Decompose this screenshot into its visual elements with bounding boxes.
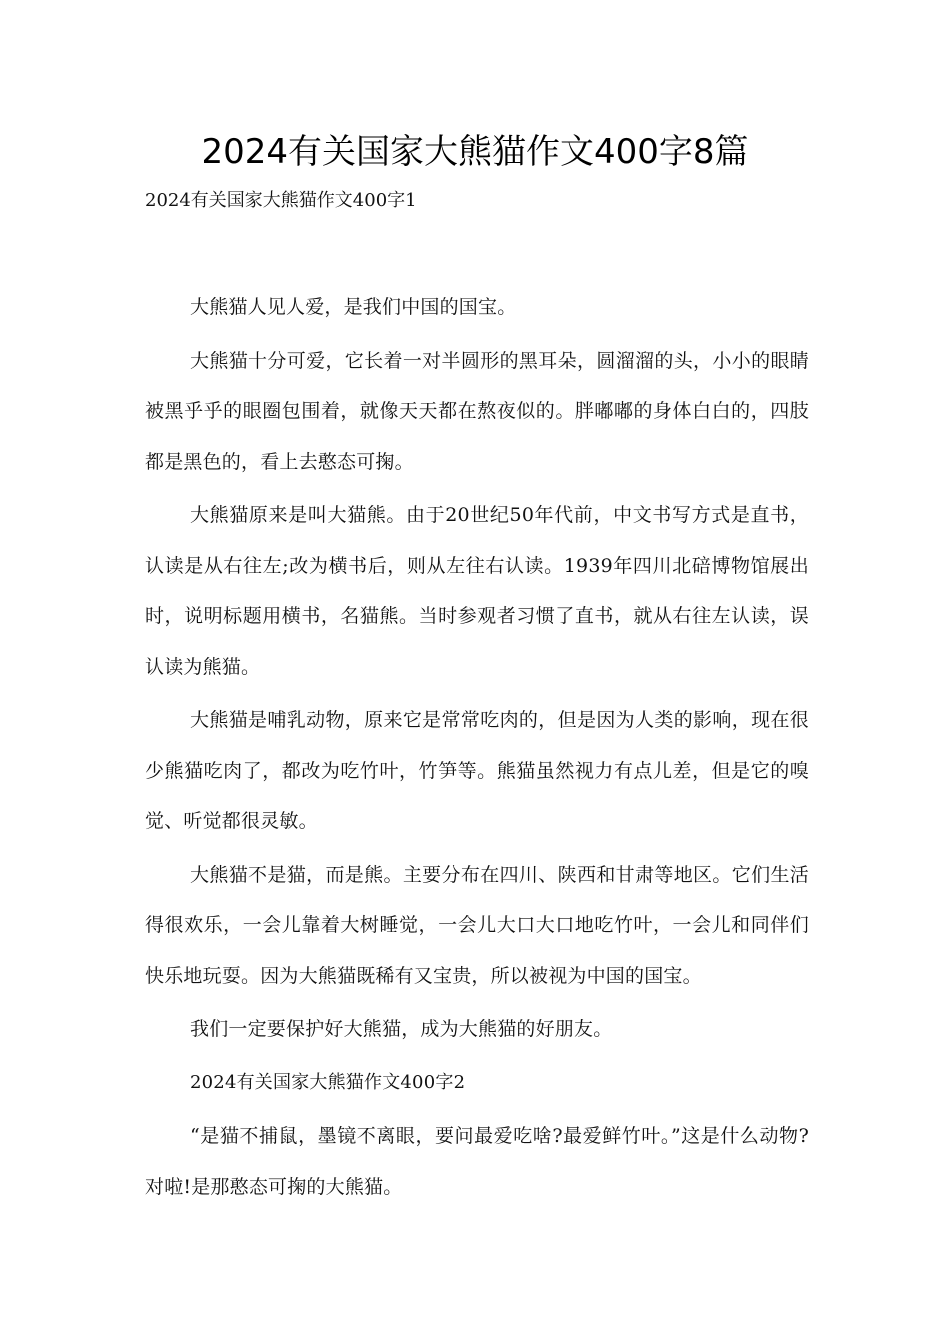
document-body [145,282,809,1215]
paragraph-1: 大熊猫人见人爱，是我们中国的国宝。 [190,296,517,318]
paragraph-2: 大熊猫十分可爱，它长着一对半圆形的黑耳朵，圆溜溜的头，小小的眼睛被黑乎乎的眼圈包围着，就像天天都在熬夜似的。胖嘟嘟的身体白白的，四肢都是黑色的，看上去憨态可掬。 [145,349,809,473]
essay-2-heading: 2024有关国家大熊猫作文400字2 [190,1071,466,1093]
paragraph-5: 大熊猫不是猫，而是熊。主要分布在四川、陕西和甘肃等地区。它们生活得很欢乐，一会儿靠着大树睡觉，一会儿大口大口地吃竹叶，一会儿和同伴们快乐地玩耍。因为大熊猫既稀有又宝贵，所以被视为中国的国宝。 [145,863,809,987]
paragraph-4: 大熊猫是哺乳动物，原来它是常常吃肉的，但是因为人类的影响，现在很少熊猫吃肉了，都改为吃竹叶，竹笋等。熊猫虽然视力有点儿差，但是它的嗅觉、听觉都很灵敏。 [145,709,809,832]
document-title: 2024有关国家大熊猫作文400字8篇 [201,132,749,172]
paragraph-7: “是猫不捕鼠，墨镜不离眼，要问最爱吃啥?最爱鲜竹叶。”这是什么动物?对啦!是那憨态可掬的大熊猫。 [145,1125,809,1198]
essay-1-heading: 2024有关国家大熊猫作文400字1 [145,190,417,211]
paragraph-3: 大熊猫原来是叫大猫熊。由于20世纪50年代前，中文书写方式是直书，认读是从右往左;改为横书后，则从左往右认读。1939年四川北碚博物馆展出时，说明标题用横书，名猫熊。当时参观者习惯了直书，就从右往左认读，误认读为熊猫。 [145,504,809,678]
paragraph-6: 我们一定要保护好大熊猫，成为大熊猫的好朋友。 [190,1018,613,1040]
